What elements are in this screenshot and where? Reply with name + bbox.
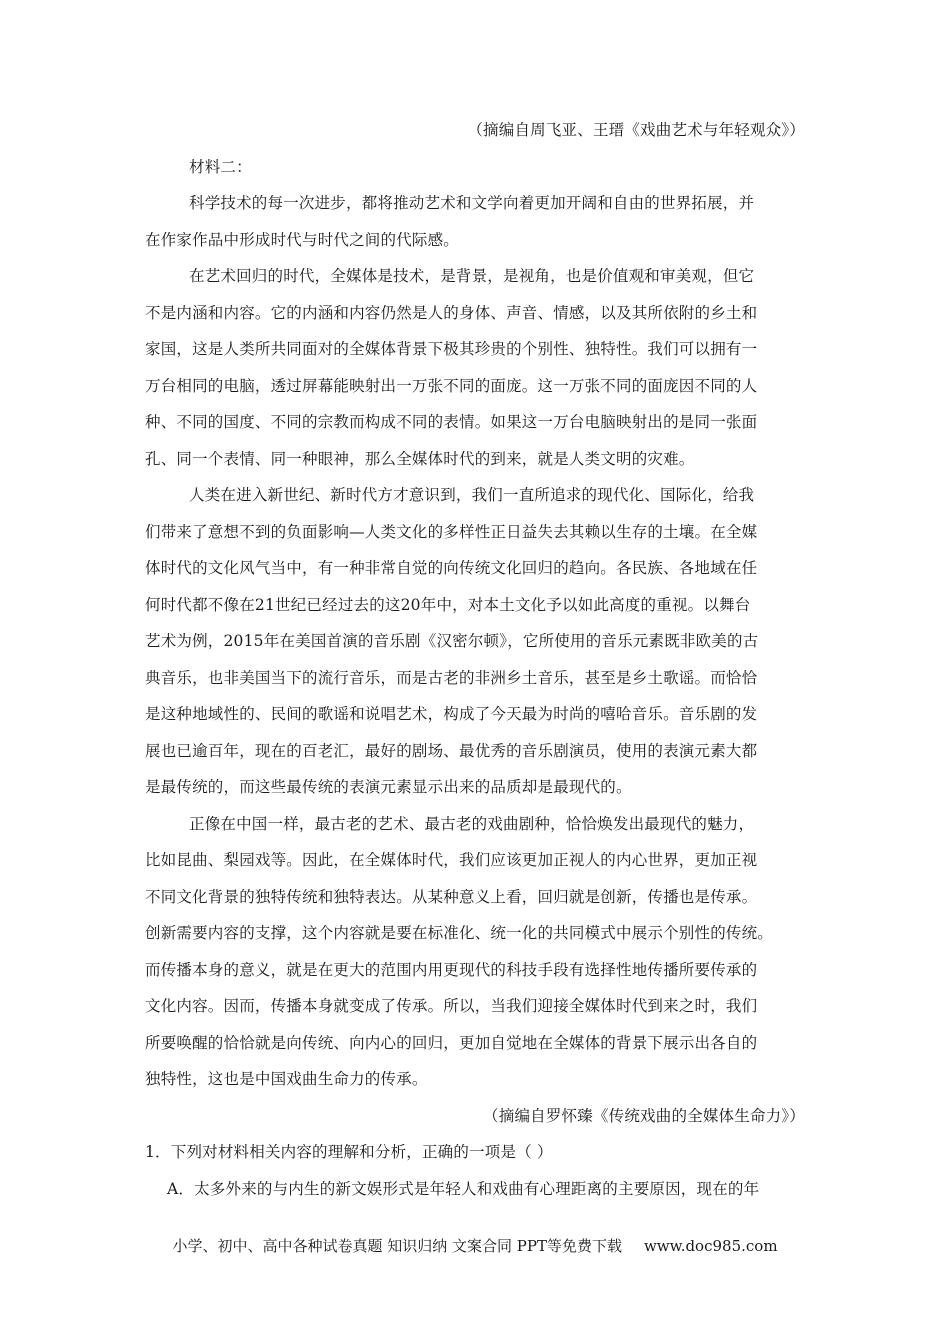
paragraph-line: 家国，这是人类所共同面对的全媒体背景下极其珍贵的个别性、独特性。我们可以拥有一 <box>145 340 758 358</box>
paragraph-line: 科学技术的每一次进步，都将推动艺术和文学向着更加开阔和自由的世界拓展，并 <box>189 194 755 212</box>
paragraph-line: 在作家作品中形成时代与时代之间的代际感。 <box>145 230 460 249</box>
paragraph-line: 艺术为例，2015年在美国首演的音乐剧《汉密尔顿》，它所使用的音乐元素既非欧美的古 <box>145 632 759 650</box>
footer-url[interactable]: www.doc985.com <box>643 1237 778 1255</box>
paragraph-line: 孔、同一个表情、同一种眼神，那么全媒体时代的到来，就是人类文明的灾难。 <box>145 449 695 468</box>
paragraph-line: 所要唤醒的恰恰就是向传统、向内心的回归，更加自觉地在全媒体的背景下展示出各自的 <box>145 1033 758 1052</box>
paragraph-line: 正像在中国一样，最古老的艺术、最古老的戏曲剧种，恰恰焕发出最现代的魅力， <box>189 814 755 833</box>
paragraph-line: 种、不同的国度、不同的宗教而构成不同的表情。如果这一万台电脑映射出的是同一张面 <box>145 413 758 431</box>
paragraph-line: 比如昆曲、梨园戏等。因此，在全媒体时代，我们应该更加正视人的内心世界，更加正视 <box>145 851 758 869</box>
paragraph-line: 创新需要内容的支撑，这个内容就是要在标准化、统一化的共同模式中展示个别性的传统。 <box>145 924 774 942</box>
paragraph-line: 们带来了意想不到的负面影响—人类文化的多样性正日益失去其赖以生存的土壤。在全媒 <box>145 522 758 541</box>
paragraph-line: 展也已逾百年，现在的百老汇，最好的剧场、最优秀的音乐剧演员，使用的表演元素大都 <box>145 741 758 760</box>
paragraph-line: 而传播本身的意义，就是在更大的范围内用更现代的科技手段有选择性地传播所要传承的 <box>145 960 758 979</box>
paragraph-line: 独特性，这也是中国戏曲生命力的传承。 <box>145 1070 428 1088</box>
paragraph-line: 典音乐，也非美国当下的流行音乐，而是古老的非洲乡土音乐，甚至是乡土歌谣。而恰恰 <box>145 668 758 687</box>
paragraph-line: 不同文化背景的独特传统和独特表达。从某种意义上看，回归就是创新，传播也是传承。 <box>145 887 758 906</box>
footer-text: 小学、初中、高中各种试卷真题 知识归纳 文案合同 PPT等免费下载 <box>172 1237 622 1255</box>
question-1-stem: 1．下列对材料相关内容的理解和分析，正确的一项是（ ） <box>145 1143 553 1161</box>
paragraph-line: 体时代的文化风气当中，有一种非常自觉的向传统文化回归的趋向。各民族、各地域在任 <box>145 559 758 577</box>
paragraph-line: 不是内涵和内容。它的内涵和内容仍然是人的身体、声音、情感，以及其所依附的乡土和 <box>145 303 758 322</box>
page-footer <box>0 1235 950 1256</box>
paragraph-line: 万台相同的电脑，透过屏幕能映射出一万张不同的面庞。这一万张不同的面庞因不同的人 <box>145 376 758 395</box>
material2-label: 材料二： <box>189 157 252 176</box>
material2-source: （摘编自罗怀臻《传统戏曲的全媒体生命力》） <box>483 1106 805 1125</box>
paragraph-line: 人类在进入新世纪、新时代方才意识到，我们一直所追求的现代化、国际化，给我 <box>189 486 755 504</box>
paragraph-line: 是这种地域性的、民间的歌谣和说唱艺术，构成了今天最为时尚的嘻哈音乐。音乐剧的发 <box>145 705 758 723</box>
paragraph-line: 何时代都不像在21世纪已经过去的这20年中，对本土文化予以如此高度的重视。以舞台 <box>145 595 751 614</box>
paragraph-line: 是最传统的，而这些最传统的表演元素显示出来的品质却是最现代的。 <box>145 778 632 796</box>
paragraph-line: 文化内容。因而，传播本身就变成了传承。所以，当我们迎接全媒体时代到来之时，我们 <box>145 997 758 1015</box>
document-body <box>145 112 805 1207</box>
material1-source: （摘编自周飞亚、王瑨《戏曲艺术与年轻观众》） <box>467 121 805 139</box>
paragraph-line: 在艺术回归的时代，全媒体是技术，是背景，是视角，也是价值观和审美观，但它 <box>189 267 755 285</box>
question-1-option-a: A．太多外来的与内生的新文娱形式是年轻人和戏曲有心理距离的主要原因，现在的年 <box>167 1179 760 1198</box>
